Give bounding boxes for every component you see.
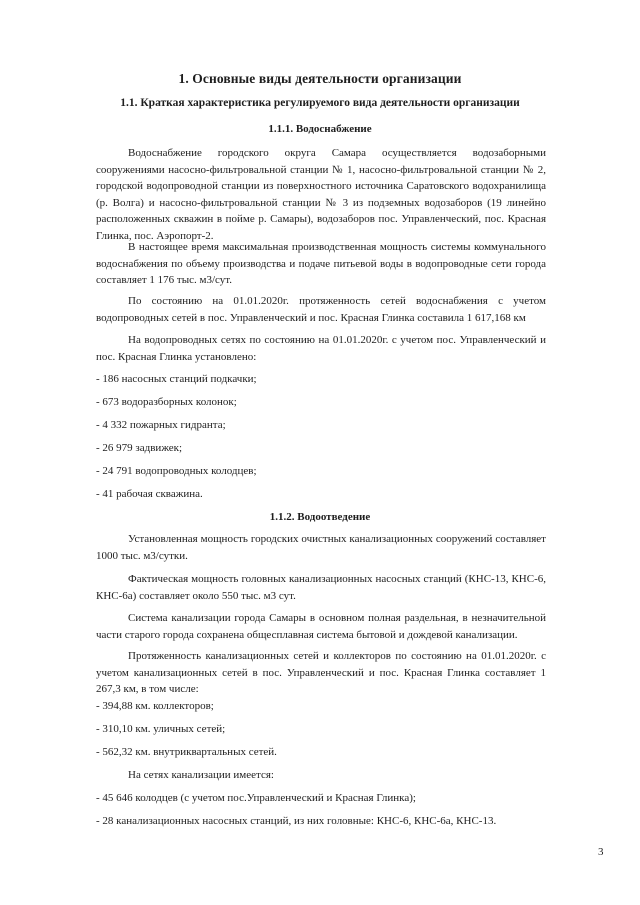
- page-number: 3: [598, 846, 604, 858]
- water-supply-paragraph-3: По состоянию на 01.01.2020г. протяженность сетей водоснабжения с учетом водопроводных сетей в пос. Управленческий и пос. Красная Глинка составила 1 617,168 км: [96, 295, 546, 324]
- sewerage-paragraph-5: На сетях канализации имеется:: [128, 769, 274, 781]
- water-supply-paragraph-4: На водопроводных сетях по состоянию на 01.01.2020г. с учетом пос. Управленческий и пос. Красная Глинка установлено:: [96, 334, 546, 363]
- sewerage-paragraph-3: Система канализации города Самары в основном полная раздельная, в незначительной части старого города сохранена общесплавная система бытовой и дождевой канализации.: [96, 612, 546, 641]
- sewerage-paragraph-1: Установленная мощность городских очистных канализационных сооружений составляет 1000 тыс. м3/сутки.: [96, 533, 546, 562]
- list-item: - 394,88 км. коллекторов;: [96, 700, 214, 712]
- list-item: - 673 водоразборных колонок;: [96, 396, 237, 408]
- list-item: - 310,10 км. уличных сетей;: [96, 723, 226, 735]
- list-item: - 26 979 задвижек;: [96, 442, 183, 454]
- list-item: - 4 332 пожарных гидранта;: [96, 419, 226, 431]
- water-supply-paragraph-1: Водоснабжение городского округа Самара осуществляется водозаборными сооружениями насосно-фильтровальной станции № 1, насосно-фильтровальной станции № 2, городской водопроводной станции из поверхностного источника Саратовского водохранилища (р. Волга) и насосно-фильтровальной станции № 3 из подземных водозаборов (19 линейно расположенных скважин в пойме р. Самары), водозаборов пос. Управленческий, пос. Красная Глинка, пос. Аэропорт-2.: [96, 147, 546, 242]
- list-item: - 45 646 колодцев (с учетом пос.Управленческий и Красная Глинка);: [96, 792, 416, 804]
- list-item: - 28 канализационных насосных станций, из них головные: КНС-6, КНС-6а, КНС-13.: [96, 815, 497, 827]
- subsection-heading: 1.1. Краткая характеристика регулируемого вида деятельности организации: [120, 97, 520, 109]
- list-item: - 562,32 км. внутриквартальных сетей.: [96, 746, 277, 758]
- sewerage-heading: 1.1.2. Водоотведение: [269, 511, 371, 523]
- list-item: - 41 рабочая скважина.: [96, 488, 203, 500]
- section-heading: 1. Основные виды деятельности организации: [178, 71, 462, 86]
- water-supply-heading: 1.1.1. Водоснабжение: [268, 123, 372, 135]
- sewerage-paragraph-2: Фактическая мощность головных канализационных насосных станций (КНС-13, КНС-6, КНС-6а) составляет около 550 тыс. м3 сут.: [96, 573, 546, 602]
- sewerage-paragraph-4: Протяженность канализационных сетей и коллекторов по состоянию на 01.01.2020г. с учетом канализационных сетей в пос. Управленческий и пос. Красная Глинка составляет 1 267,3 км, в том числе:: [96, 650, 546, 695]
- water-supply-paragraph-2: В настоящее время максимальная производственная мощность системы коммунального водоснабжения по объему производства и подаче питьевой воды в водопроводные сети города составляет 1 176 тыс. м3/сут.: [96, 241, 546, 286]
- list-item: - 186 насосных станций подкачки;: [96, 373, 257, 385]
- list-item: - 24 791 водопроводных колодцев;: [96, 465, 257, 477]
